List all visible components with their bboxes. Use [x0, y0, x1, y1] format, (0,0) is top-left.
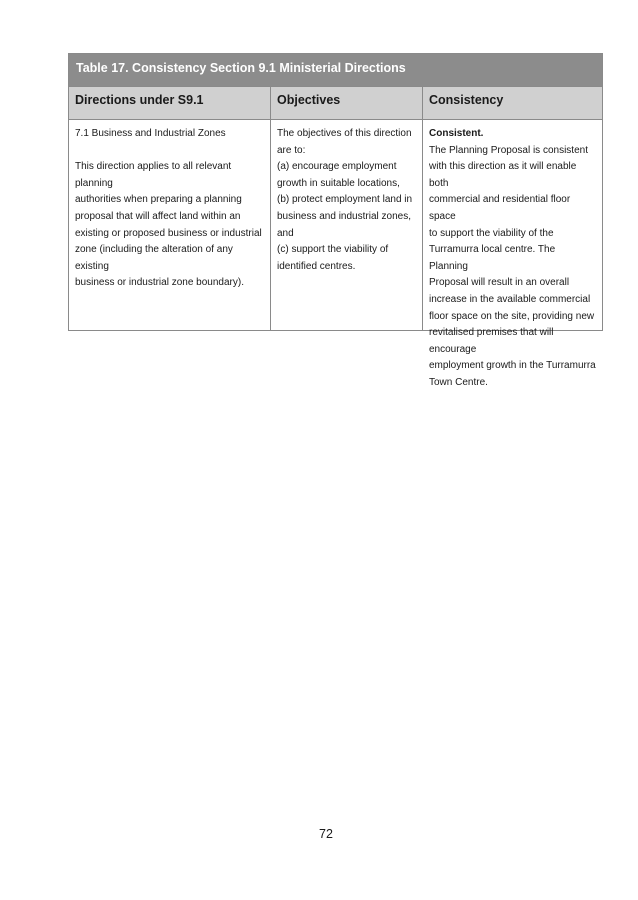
directions-cell [69, 120, 271, 330]
table-row [69, 120, 602, 388]
consistency-table [68, 53, 603, 388]
header-objectives: Objectives [271, 87, 423, 120]
consistency-line: Turramurra local centre. The Planning [429, 244, 556, 272]
consistency-label: Consistent. [429, 128, 484, 139]
objectives-cell [271, 120, 423, 330]
objective-line: are to: [277, 144, 306, 156]
consistency-line: Town Centre. [429, 376, 488, 388]
consistency-line: employment growth in the Turramurra [429, 360, 596, 372]
objective-line: (b) protect employment land in [277, 194, 413, 206]
consistency-cell [423, 120, 602, 388]
table-title: Table 17. Consistency Section 9.1 Ministerial Directions [69, 54, 602, 87]
consistency-line: increase in the available commercial [429, 293, 591, 305]
objective-line: growth in suitable locations, [277, 177, 400, 189]
page-number: 72 [319, 827, 333, 841]
header-directions: Directions under S9.1 [69, 87, 271, 120]
direction-line: proposal that will affect land within an [75, 210, 241, 222]
objective-line: The objectives of this direction [277, 128, 412, 139]
objective-line: identified centres. [277, 260, 356, 272]
direction-title: 7.1 Business and Industrial Zones [75, 128, 226, 139]
consistency-line: with this direction as it will enable both [429, 161, 577, 189]
objective-line: and [277, 227, 294, 239]
direction-line: zone (including the alteration of any existing [75, 244, 233, 272]
consistency-line: to support the viability of the [429, 227, 554, 239]
consistency-line: The Planning Proposal is consistent [429, 144, 588, 156]
direction-line: existing or proposed business or industrial [75, 227, 262, 239]
objective-line: business and industrial zones, [277, 210, 411, 222]
direction-line: authorities when preparing a planning [75, 194, 242, 206]
consistency-line: commercial and residential floor space [429, 194, 571, 222]
direction-line: business or industrial zone boundary). [75, 277, 244, 289]
objective-line: (a) encourage employment [277, 161, 397, 173]
direction-line: This direction applies to all relevant planning [75, 161, 232, 189]
consistency-line: Proposal will result in an overall [429, 277, 570, 289]
objective-line: (c) support the viability of [277, 244, 389, 256]
header-consistency: Consistency [423, 87, 602, 120]
consistency-line: revitalised premises that will encourage [429, 327, 554, 355]
table-header-row [69, 87, 602, 120]
consistency-line: floor space on the site, providing new [429, 310, 595, 322]
